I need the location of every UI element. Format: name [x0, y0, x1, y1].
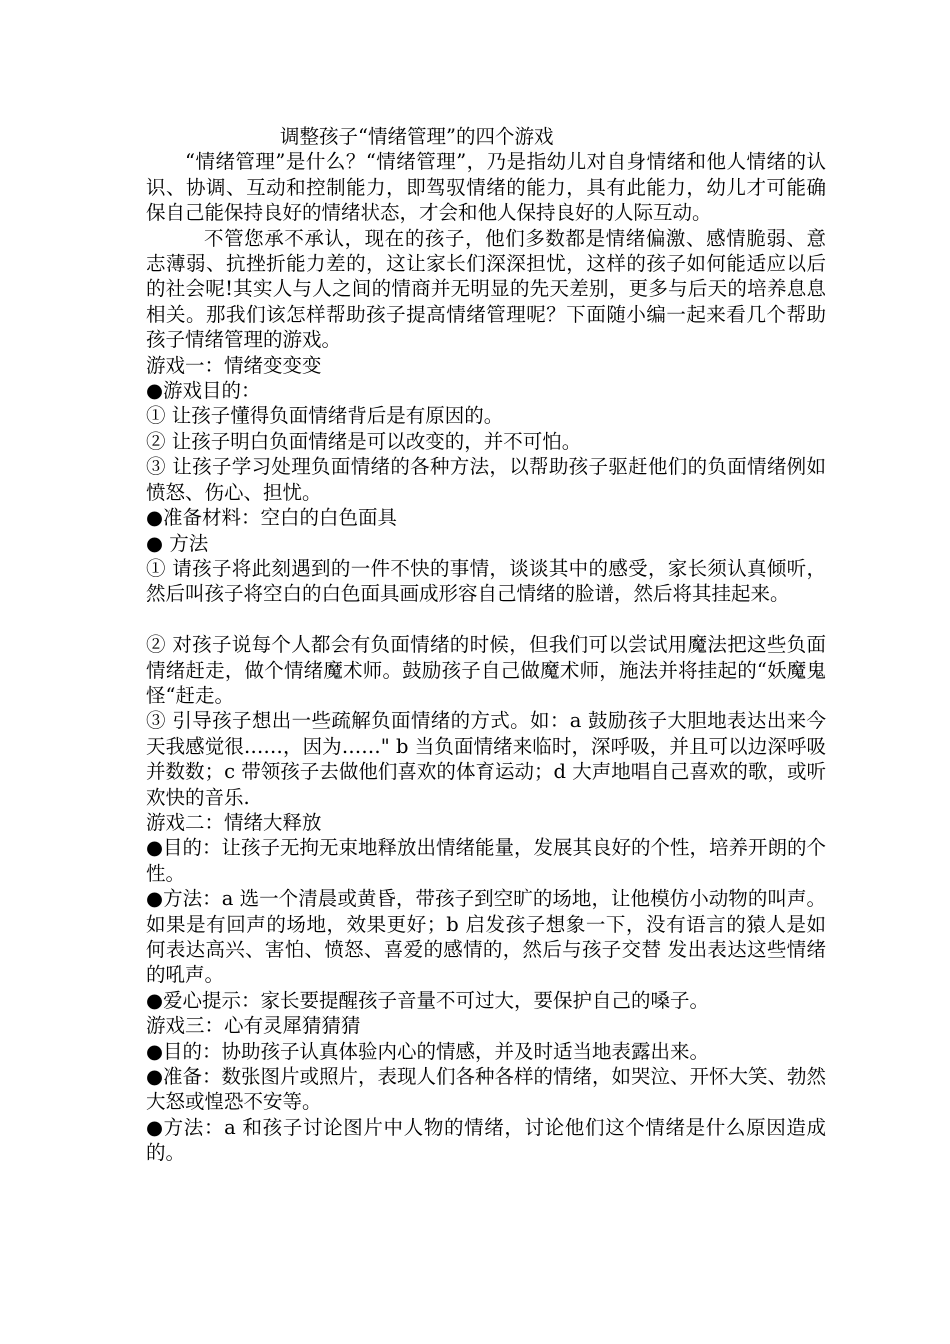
intro-paragraph-1: “情绪管理”是什么？“情绪管理”，乃是指幼儿对自身情绪和他人情绪的认识、协调、互动和控制能力，即驾驭情绪的能力，具有此能力，幼儿才可能确保自己能保持良好的情绪状态，才会和他人保持良好的人际互动。	[146, 150, 826, 225]
game3-prep: ●准备：数张图片或照片，表现人们各种各样的情绪，如哭泣、开怀大笑、勃然大怒或惶恐不安等。	[146, 1065, 827, 1114]
document-title: 调整孩子“情绪管理”的四个游戏	[280, 125, 554, 148]
game3-title: 游戏三：心有灵犀猜猜猜	[146, 1014, 361, 1038]
game1-method-label: ● 方法	[146, 531, 209, 555]
game1-goal-2: ② 让孩子明白负面情绪是可以改变的，并不可怕。	[146, 429, 582, 453]
game3-goal: ●目的：协助孩子认真体验内心的情感，并及时适当地表露出来。	[146, 1039, 710, 1063]
intro-paragraph-2: 不管您承不承认，现在的孩子，他们多数都是情绪偏激、感情脆弱、意志薄弱、抗挫折能力差的，这让家长们深深担忧，这样的孩子如何能适应以后的社会呢!其实人与人之间的情商并无明显的先天差别，更多与后天的培养息息相关。那我们该怎样帮助孩子提高情绪管理呢？下面随小编一起来看几个帮助孩子情绪管理的游戏。	[146, 226, 826, 352]
game2-tip: ●爱心提示：家长要提醒孩子音量不可过大，要保护自己的嗓子。	[146, 988, 710, 1012]
game1-method-1: ① 请孩子将此刻遇到的一件不快的事情，谈谈其中的感受，家长须认真倾听，然后叫孩子将空白的白色面具画成形容自己情绪的脸谱，然后将其挂起来。	[146, 556, 826, 606]
game1-goal-3: ③ 让孩子学习处理负面情绪的各种方法，以帮助孩子驱赶他们的负面情绪例如愤怒、伤心、担忧。	[146, 455, 826, 504]
game2-method: ●方法：a 选一个清晨或黄昏，带孩子到空旷的场地，让他模仿小动物的叫声。如果是有回声的场地，效果更好；b 启发孩子想象一下，没有语言的猿人是如何表达高兴、害怕、愤怒、喜爱的感情的，然后与孩子交替 发出表达这些情绪的吼声。	[146, 887, 826, 987]
game2-title: 游戏二：情绪大释放	[146, 810, 322, 834]
game3-method: ●方法：a 和孩子讨论图片中人物的情绪，讨论他们这个情绪是什么原因造成的。	[146, 1115, 826, 1165]
blank-line	[146, 607, 826, 632]
game1-title: 游戏一：情绪变变变	[146, 353, 322, 377]
game2-goal: ●目的：让孩子无拘无束地释放出情绪能量，发展其良好的个性，培养开朗的个性。	[146, 836, 827, 885]
game1-goal-label: ●游戏目的：	[146, 379, 261, 403]
document-page	[146, 124, 826, 1166]
game1-method-3: ③ 引导孩子想出一些疏解负面情绪的方式。如：a 鼓励孩子大胆地表达出来今天我感觉很……，因为……" b 当负面情绪来临时，深呼吸，并且可以边深呼吸并数数；c 带领孩子去做他们喜欢的体育运动；d 大声地唱自己喜欢的歌，或听欢快的音乐.	[146, 709, 826, 809]
game1-goal-1: ① 让孩子懂得负面情绪背后是有原因的。	[146, 404, 504, 428]
game1-method-2: ② 对孩子说每个人都会有负面情绪的时候，但我们可以尝试用魔法把这些负面情绪赶走，做个情绪魔术师。鼓励孩子自己做魔术师，施法并将挂起的“妖魔鬼怪“赶走。	[146, 633, 826, 707]
game1-material: ●准备材料：空白的白色面具	[146, 506, 398, 530]
